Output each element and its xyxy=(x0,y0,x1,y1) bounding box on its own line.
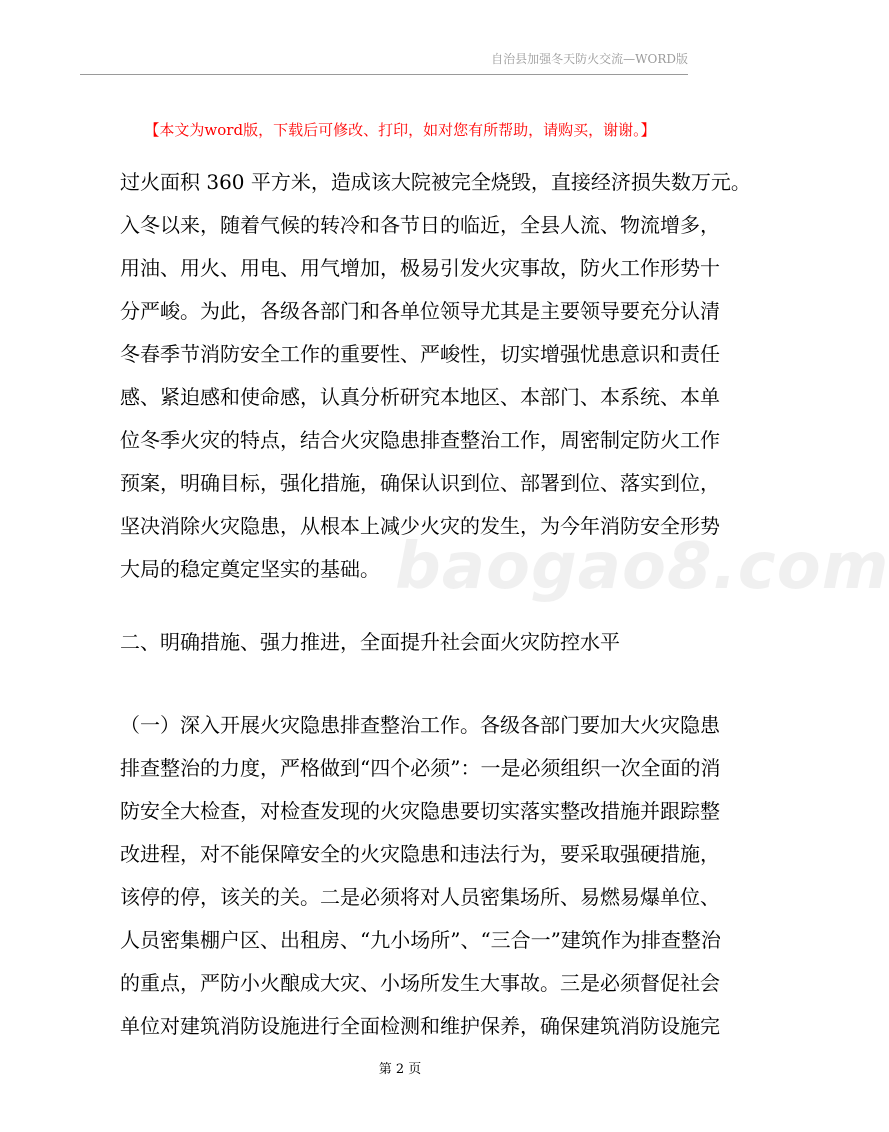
page-number: 第 2 页 xyxy=(378,1062,422,1077)
body-line: 过火面积 360 平方米，造成该大院被完全烧毁，直接经济损失数万元。 xyxy=(120,170,751,194)
body-line: 坚决消除火灾隐患，从根本上减少火灾的发生，为今年消防安全形势 xyxy=(120,514,720,538)
section-heading: 二、明确措施、强力推进，全面提升社会面火灾防控水平 xyxy=(120,630,620,654)
body-line: 该停的停，该关的关。二是必须将对人员密集场所、易燃易爆单位、 xyxy=(120,885,720,909)
body-line: 大局的稳定奠定坚实的基础。 xyxy=(120,557,380,581)
page-header xyxy=(80,50,688,75)
body-line: 用油、用火、用电、用气增加，极易引发火灾事故，防火工作形势十 xyxy=(120,256,720,280)
body-line: 排查整治的力度，严格做到“四个必须”：一是必须组织一次全面的消 xyxy=(120,756,721,780)
body-line: 的重点，严防小火酿成大灾、小场所发生大事故。三是必须督促社会 xyxy=(120,971,720,995)
body-line: 分严峻。为此，各级各部门和各单位领导尤其是主要领导要充分认清 xyxy=(120,299,720,323)
body-line: 冬春季节消防安全工作的重要性、严峻性，切实增强忧患意识和责任 xyxy=(120,342,720,366)
download-notice: 【本文为word版，下载后可修改、打印，如对您有所帮助，请购买，谢谢。】 xyxy=(144,121,656,139)
body-line: 预案，明确目标，强化措施，确保认识到位、部署到位、落实到位， xyxy=(120,471,720,495)
body-line: 单位对建筑消防设施进行全面检测和维护保养，确保建筑消防设施完 xyxy=(120,1014,720,1038)
body-line: 位冬季火灾的特点，结合火灾隐患排查整治工作，周密制定防火工作 xyxy=(120,428,720,452)
watermark: baogao8.com xyxy=(395,530,889,604)
body-line: 防安全大检查，对检查发现的火灾隐患要切实落实整改措施并跟踪整 xyxy=(120,799,720,823)
document-title: 自治县加强冬天防火交流—WORD版 xyxy=(491,52,688,66)
body-line: 人员密集棚户区、出租房、“九小场所”、“三合一”建筑作为排查整治 xyxy=(120,928,721,952)
body-line: 改进程，对不能保障安全的火灾隐患和违法行为，要采取强硬措施， xyxy=(120,842,720,866)
body-line: 感、紧迫感和使命感，认真分析研究本地区、本部门、本系统、本单 xyxy=(120,385,720,409)
body-line: （一）深入开展火灾隐患排查整治工作。各级各部门要加大火灾隐患 xyxy=(120,713,720,737)
body-line: 入冬以来，随着气候的转冷和各节日的临近，全县人流、物流增多， xyxy=(120,213,720,237)
